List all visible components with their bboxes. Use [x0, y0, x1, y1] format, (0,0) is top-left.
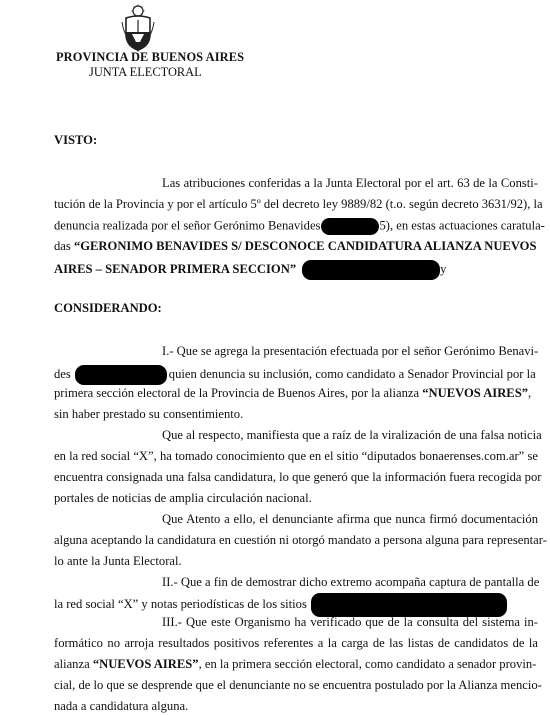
paragraph-line	[54, 593, 507, 617]
paragraph-text: denuncia realizada por el señor Gerónimo Benavides	[54, 218, 321, 233]
paragraph-text: y	[440, 261, 447, 276]
visto-heading: VISTO:	[54, 133, 98, 147]
case-title: “GERONIMO BENAVIDES S/ DESCONOCE CANDIDATURA ALIANZA NUEVOS	[73, 239, 537, 253]
paragraph-text: ,	[528, 386, 532, 400]
considerando-heading: CONSIDERANDO:	[54, 301, 162, 315]
paragraph-line: formático no arroja resultados positivos referentes a la carga de las listas de candidatos de la	[54, 636, 538, 650]
paragraph-text: quien denuncia su inclusión, como candidato a Senador Provincial por la	[168, 366, 536, 381]
alliance-name: “NUEVOS AIRES”	[92, 657, 199, 671]
redaction-block	[302, 260, 440, 280]
paragraph-line	[54, 657, 536, 672]
case-title: AIRES – SENADOR PRIMERA SECCION”	[54, 261, 297, 276]
paragraph-text: , en la primera sección electoral, como candidato a senador provin-	[198, 657, 537, 671]
paragraph-line: II.- Que a fin de demostrar dicho extremo acompaña captura de pantalla de	[162, 575, 540, 589]
paragraph-text: la red social “X” y notas periodísticas de los sitios	[54, 596, 307, 611]
paragraph-line: alguna aceptando la candidatura en cuestión ni otorgó mandato a persona alguna para representar-	[54, 533, 547, 547]
alliance-name: “NUEVOS AIRES”	[422, 386, 529, 400]
paragraph-line: en la red social “X”, ha tomado conocimiento que en el sitio “diputados bonaerenses.com.ar” se	[54, 449, 538, 463]
paragraph-line	[54, 218, 545, 235]
paragraph-line: encuentra consignada una falsa candidatura, lo que generó que la información fuera recogida por	[54, 470, 542, 484]
paragraph-line: tución de la Provincia y por el artículo 5º del decreto ley 9889/82 (t.o. según decreto 3631/92), la	[54, 197, 543, 211]
paragraph-line: nada a candidatura alguna.	[54, 699, 189, 713]
paragraph-line: Las atribuciones conferidas a la Junta Electoral por el art. 63 de la Consti-	[162, 176, 538, 190]
paragraph-text: alianza	[54, 657, 93, 671]
paragraph-text: des	[54, 366, 71, 381]
coat-of-arms-seal-icon	[121, 4, 155, 52]
paragraph-text: 5), en estas actuaciones caratula-	[379, 218, 545, 233]
redaction-block	[321, 218, 379, 235]
redaction-block	[311, 593, 507, 617]
paragraph-text: primera sección electoral de la Provincia de Buenos Aires, por la alianza	[54, 386, 423, 400]
paragraph-line	[54, 365, 536, 385]
paragraph-line: III.- Que este Organismo ha verificado que de la consulta del sistema in-	[162, 615, 538, 629]
paragraph-line: cial, de lo que se desprende que el denunciante no se encuentra postulado por la Alianza mencio-	[54, 678, 542, 692]
paragraph-line: I.- Que se agrega la presentación efectuada por el señor Gerónimo Benavi-	[162, 344, 539, 358]
paragraph-line: lo ante la Junta Electoral.	[54, 554, 182, 568]
paragraph-line	[54, 239, 536, 254]
paragraph-line: Que Atento a ello, el denunciante afirma que nunca firmó documentación	[162, 512, 538, 526]
paragraph-line: portales de noticias de amplia circulación nacional.	[54, 491, 312, 505]
province-name: PROVINCIA DE BUENOS AIRES	[56, 50, 245, 64]
electoral-board-name: JUNTA ELECTORAL	[89, 65, 202, 79]
redaction-block	[75, 365, 167, 385]
paragraph-line	[54, 260, 446, 280]
paragraph-line	[54, 386, 531, 401]
paragraph-line: sin haber prestado su consentimiento.	[54, 407, 244, 421]
paragraph-text: das	[54, 239, 74, 253]
paragraph-line: Que al respecto, manifiesta que a raíz de la viralización de una falsa noticia	[162, 428, 542, 442]
